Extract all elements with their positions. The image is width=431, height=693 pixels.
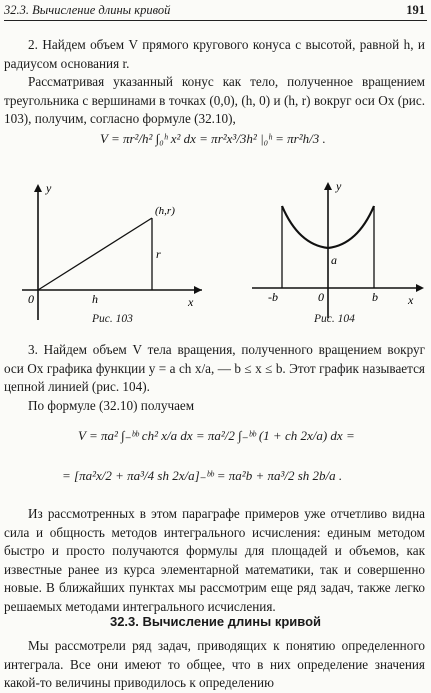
problem-2-body: Рассматривая указанный конус как тело, полученное вращением треугольника с вершинами в точках (0,0), (h, 0) и (h, r) вокруг оси Ox (рис. 103), получим, согласно формуле (32.10), — [4, 74, 425, 127]
fig103-base-label: h — [92, 292, 98, 306]
problem-3-statement: 3. Найдем объем V тела вращения, полученного вращением вокруг оси Ox графика функции y = a ch x/a, — b ≤ x ≤ b. Этот график называется цепной линией (рис. 104). — [4, 342, 425, 395]
fig103-origin: 0 — [28, 292, 34, 306]
fig104-left-label: -b — [268, 290, 278, 304]
fig104-origin: 0 — [318, 290, 324, 304]
header-rule — [4, 20, 427, 21]
fig103-point-label: (h,r) — [155, 205, 175, 217]
catenary-formula-line-1: V = πa² ∫₋ᵇᵇ ch² x/a dx = πa²/2 ∫₋ᵇᵇ (1 + ch 2x/a) dx = — [78, 428, 355, 443]
page-number: 191 — [406, 3, 425, 17]
cone-volume-formula: V = πr²/h² ∫₀ʰ x² dx = πr²x³/3h² |₀ʰ = πr²h/3 . — [100, 131, 326, 146]
section-heading: 32.3. Вычисление длины кривой — [109, 614, 322, 629]
fig103-x-label: x — [188, 295, 194, 309]
figure-103 — [18, 180, 208, 330]
running-header — [4, 3, 425, 19]
problem-2-statement: 2. Найдем объем V прямого кругового конуса с высотой, равной h, и радиусом основания r. — [4, 37, 425, 71]
running-header-title: 32.3. Вычисление длины кривой — [4, 3, 171, 17]
fig103-y-label: y — [46, 181, 52, 195]
fig104-right-label: b — [372, 290, 378, 304]
catenary-formula-line-2: = [πa²x/2 + πa³/4 sh 2x/a]₋ᵇᵇ = πa²b + πa³/2 sh 2b/a . — [62, 468, 343, 483]
conclusion-paragraph: Из рассмотренных в этом параграфе примеров уже отчетливо видна сила и общность методов интегрального исчисления: единым методом быстро и просто получаются формулы для площадей и объемов, как известные ранее из курса элементарной математики, так и совершенно новые. В ближайших пунктах мы рассмотрим еще ряд задач, также легко решаемых методами интегрального исчисления. — [4, 506, 425, 614]
fig103-side-label: r — [156, 247, 161, 261]
problem-3-intro: По формуле (32.10) получаем — [28, 398, 195, 413]
figure-104 — [248, 178, 428, 328]
fig104-vertex-label: a — [331, 253, 337, 267]
fig104-x-label: x — [408, 293, 414, 307]
final-paragraph: Мы рассмотрели ряд задач, приводящих к понятию определенного интеграла. Все они имеют то общее, что в них определение значения какой-то величины приводилось к определению — [4, 638, 425, 691]
fig103-caption: Рис. 103 — [92, 313, 133, 325]
fig104-y-label: y — [336, 179, 342, 193]
fig104-caption: Рис. 104 — [314, 313, 355, 325]
